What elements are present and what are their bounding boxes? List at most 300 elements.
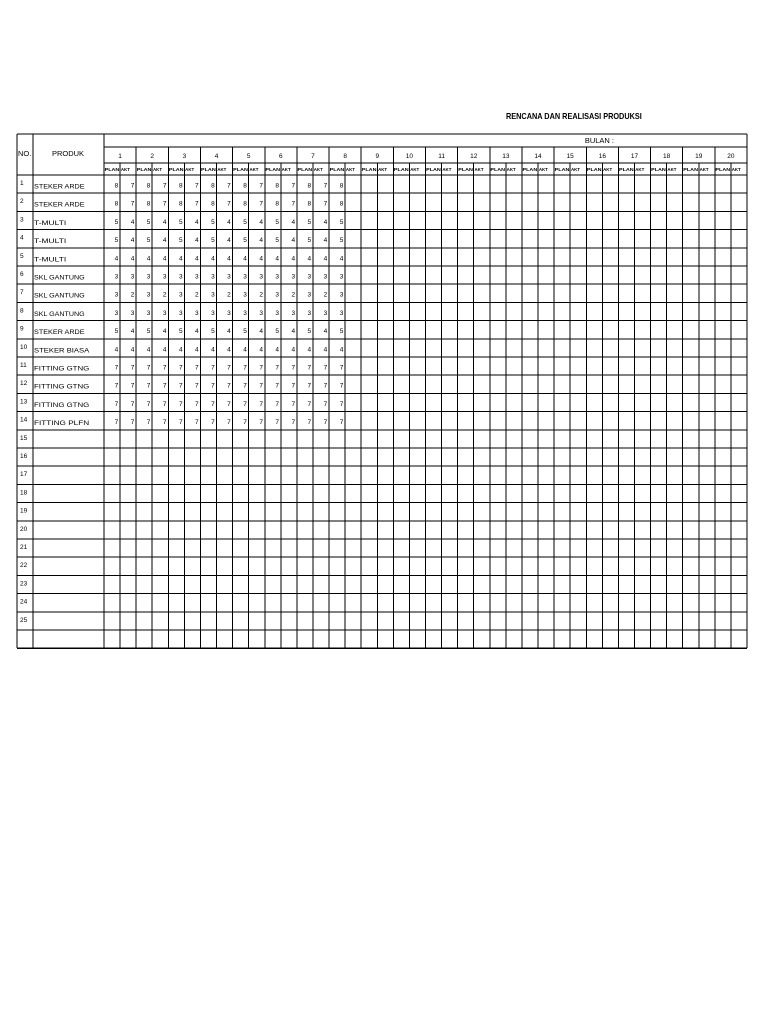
cell-value: 7	[259, 419, 263, 427]
table-row	[20, 471, 28, 478]
cell-value: 4	[211, 255, 215, 263]
akt-label: AKT	[731, 167, 741, 172]
row-number: 7	[20, 289, 24, 297]
cell-value: 5	[307, 237, 312, 245]
day-number: 7	[311, 153, 315, 160]
plan-label: PLAN	[393, 167, 409, 172]
akt-label: AKT	[474, 167, 484, 172]
cell-value: 4	[162, 328, 167, 336]
plan-label: PLAN	[136, 167, 152, 172]
cell-value: 4	[259, 328, 263, 336]
plan-label: PLAN	[361, 167, 377, 172]
cell-value: 7	[291, 200, 296, 208]
cell-value: 4	[130, 218, 135, 226]
cell-value: 7	[130, 182, 135, 190]
cell-value: 4	[259, 218, 263, 226]
bulan-label: BULAN :	[584, 136, 614, 145]
day-number: 5	[246, 153, 251, 160]
cell-value: 4	[130, 237, 135, 245]
cell-value: 5	[114, 237, 119, 245]
cell-value: 3	[291, 309, 296, 317]
row-number: 24	[20, 598, 28, 606]
cell-value: 3	[227, 273, 231, 281]
cell-value: 7	[195, 364, 199, 372]
cell-value: 4	[323, 346, 328, 354]
cell-value: 7	[307, 382, 312, 390]
cell-value: 4	[243, 255, 247, 263]
cell-value: 3	[243, 291, 247, 299]
cell-value: 7	[211, 419, 215, 427]
cell-value: 7	[114, 364, 119, 372]
cell-value: 5	[339, 237, 344, 245]
cell-value: 4	[291, 237, 296, 245]
cell-value: 2	[227, 291, 231, 299]
cell-value: 4	[130, 255, 135, 263]
cell-value: 8	[243, 200, 247, 208]
cell-value: 7	[323, 364, 328, 372]
row-number: 5	[20, 252, 24, 260]
cell-value: 7	[195, 382, 199, 390]
cell-value: 4	[307, 255, 312, 263]
cell-value: 8	[178, 182, 183, 190]
cell-value: 7	[162, 382, 167, 390]
table-row	[20, 344, 344, 355]
cell-value: 2	[195, 291, 199, 299]
table-row	[20, 235, 344, 246]
column-header-produk: PRODUK	[51, 149, 85, 158]
row-number: 13	[20, 398, 28, 406]
row-number: 16	[20, 453, 28, 460]
akt-label: AKT	[506, 167, 516, 172]
table-row	[20, 417, 344, 428]
cell-value: 3	[227, 309, 231, 317]
product-name: FITTING PLFN	[34, 420, 90, 428]
cell-value: 7	[146, 364, 151, 372]
cell-value: 8	[211, 200, 215, 208]
cell-value: 8	[275, 182, 280, 190]
cell-value: 3	[211, 291, 215, 299]
cell-value: 4	[323, 328, 328, 336]
row-number: 25	[20, 616, 28, 624]
row-number: 11	[20, 362, 27, 369]
row-number: 8	[20, 307, 24, 315]
cell-value: 5	[243, 237, 247, 245]
plan-label: PLAN	[715, 167, 731, 172]
plan-akt-headers	[105, 167, 741, 172]
cell-value: 4	[178, 255, 183, 263]
cell-value: 7	[130, 419, 135, 427]
cell-value: 4	[227, 346, 231, 354]
cell-value: 7	[211, 382, 215, 390]
cell-value: 3	[178, 273, 183, 281]
cell-value: 7	[307, 400, 312, 408]
cell-value: 7	[114, 382, 119, 390]
cell-value: 7	[146, 419, 151, 427]
product-name: SKL GANTUNG	[34, 310, 85, 318]
cell-value: 7	[227, 182, 231, 190]
akt-label: AKT	[570, 167, 581, 172]
cell-value: 7	[243, 400, 247, 408]
cell-value: 7	[259, 382, 263, 390]
cell-value: 2	[291, 291, 296, 299]
cell-value: 4	[146, 346, 151, 354]
row-number: 18	[20, 489, 28, 497]
cell-value: 5	[146, 328, 151, 336]
cell-value: 7	[114, 400, 119, 408]
row-number: 20	[20, 525, 28, 533]
cell-value: 7	[307, 364, 312, 372]
cell-value: 8	[114, 200, 119, 208]
plan-label: PLAN	[233, 167, 248, 172]
table-row	[20, 253, 344, 264]
plan-label: PLAN	[586, 167, 602, 172]
cell-value: 7	[227, 419, 231, 427]
cell-value: 8	[146, 182, 151, 190]
akt-label: AKT	[120, 167, 130, 172]
cell-value: 4	[259, 255, 263, 263]
cell-value: 7	[259, 400, 263, 408]
cell-value: 7	[162, 364, 167, 372]
cell-value: 4	[323, 218, 328, 226]
cell-value: 7	[339, 382, 344, 390]
cell-value: 5	[211, 328, 215, 336]
akt-label: AKT	[699, 167, 709, 172]
day-number: 9	[375, 153, 380, 160]
plan-label: PLAN	[683, 167, 698, 172]
cell-value: 7	[211, 400, 215, 408]
table-row	[20, 289, 344, 300]
cell-value: 7	[307, 419, 312, 427]
cell-value: 5	[275, 237, 280, 245]
cell-value: 3	[178, 309, 183, 317]
cell-value: 3	[211, 273, 215, 281]
table-row	[20, 489, 28, 496]
cell-value: 7	[291, 382, 296, 390]
cell-value: 5	[178, 218, 183, 226]
product-name: T-MULTI	[34, 219, 67, 227]
day-number: 10	[405, 153, 414, 160]
cell-value: 4	[195, 328, 199, 336]
product-name: SKL GANTUNG	[34, 292, 85, 300]
cell-value: 7	[227, 200, 231, 208]
cell-value: 8	[307, 182, 312, 190]
day-number: 17	[630, 153, 639, 160]
akt-label: AKT	[313, 167, 323, 172]
cell-value: 7	[195, 419, 199, 427]
akt-label: AKT	[410, 167, 420, 172]
cell-value: 5	[178, 328, 183, 336]
plan-label: PLAN	[651, 167, 666, 172]
product-name: STEKER BIASA	[34, 347, 90, 355]
cell-value: 3	[146, 291, 151, 299]
cell-value: 4	[243, 346, 247, 354]
plan-label: PLAN	[554, 167, 570, 172]
product-name: SKL GANTUNG	[34, 274, 85, 282]
cell-value: 7	[146, 382, 151, 390]
cell-value: 3	[130, 273, 135, 281]
cell-value: 3	[307, 291, 312, 299]
plan-label: PLAN	[490, 167, 506, 172]
cell-value: 7	[323, 419, 328, 427]
cell-value: 3	[195, 273, 199, 281]
table-row	[20, 544, 28, 551]
cell-value: 4	[178, 346, 183, 354]
cell-value: 5	[211, 237, 215, 245]
table-row	[20, 180, 344, 191]
table-row	[20, 580, 28, 587]
cell-value: 8	[146, 200, 151, 208]
cell-value: 2	[162, 291, 167, 299]
akt-label: AKT	[378, 167, 388, 172]
cell-value: 7	[227, 364, 231, 372]
cell-value: 4	[195, 237, 199, 245]
product-name: T-MULTI	[34, 238, 67, 246]
cell-value: 3	[323, 273, 328, 281]
cell-value: 7	[114, 419, 119, 427]
cell-value: 7	[291, 400, 296, 408]
cell-value: 4	[114, 255, 119, 263]
cell-value: 4	[114, 346, 119, 354]
document-title: RENCANA DAN REALISASI PRODUKSI	[506, 111, 642, 121]
cell-value: 3	[114, 309, 119, 317]
cell-value: 8	[275, 200, 280, 208]
plan-label: PLAN	[265, 167, 281, 172]
cell-value: 3	[114, 273, 119, 281]
akt-label: AKT	[635, 167, 645, 172]
day-number: 12	[470, 153, 478, 160]
product-name: FITTING GTNG	[34, 401, 90, 409]
row-number: 2	[20, 198, 24, 206]
cell-value: 7	[130, 400, 135, 408]
table-row	[20, 562, 28, 569]
table-row	[20, 398, 344, 409]
cell-value: 3	[307, 309, 312, 317]
cell-value: 4	[162, 218, 167, 226]
cell-value: 3	[275, 309, 280, 317]
cell-value: 7	[195, 200, 199, 208]
row-number: 15	[20, 434, 28, 442]
cell-value: 7	[243, 364, 247, 372]
cell-value: 3	[307, 273, 312, 281]
cell-value: 5	[146, 218, 151, 226]
day-number: 6	[279, 153, 283, 160]
akt-label: AKT	[442, 167, 452, 172]
cell-value: 7	[259, 364, 263, 372]
cell-value: 7	[178, 400, 183, 408]
cell-value: 7	[227, 382, 231, 390]
cell-value: 5	[243, 218, 247, 226]
cell-value: 4	[130, 328, 135, 336]
row-number: 19	[20, 507, 28, 515]
table-row	[20, 326, 344, 337]
cell-value: 4	[162, 255, 167, 263]
cell-value: 8	[339, 182, 344, 190]
row-number: 9	[20, 325, 24, 333]
cell-value: 7	[227, 400, 231, 408]
table-row	[20, 508, 28, 515]
cell-value: 3	[146, 273, 151, 281]
cell-value: 4	[259, 237, 263, 245]
cell-value: 4	[291, 346, 296, 354]
cell-value: 7	[323, 382, 328, 390]
cell-value: 7	[178, 419, 183, 427]
day-number: 14	[534, 153, 542, 160]
cell-value: 5	[307, 328, 312, 336]
cell-value: 7	[178, 364, 183, 372]
cell-value: 7	[130, 382, 135, 390]
cell-value: 7	[323, 182, 328, 190]
cell-value: 5	[243, 328, 247, 336]
akt-label: AKT	[153, 167, 163, 172]
cell-value: 3	[146, 309, 151, 317]
akt-label: AKT	[249, 167, 259, 172]
cell-value: 4	[323, 255, 328, 263]
cell-value: 3	[130, 309, 135, 317]
cell-value: 3	[275, 291, 280, 299]
plan-label: PLAN	[329, 167, 345, 172]
cell-value: 4	[291, 255, 296, 263]
cell-value: 3	[178, 291, 183, 299]
table-row	[20, 198, 344, 209]
row-number: 14	[20, 416, 28, 424]
cell-value: 7	[339, 364, 344, 372]
cell-value: 5	[275, 218, 280, 226]
cell-value: 7	[178, 382, 183, 390]
cell-value: 7	[323, 400, 328, 408]
cell-value: 4	[227, 218, 231, 226]
cell-value: 4	[227, 237, 231, 245]
product-name: FITTING GTNG	[34, 365, 90, 373]
table-row	[20, 526, 28, 533]
cell-value: 7	[275, 419, 280, 427]
cell-value: 7	[162, 200, 167, 208]
cell-value: 7	[195, 400, 199, 408]
cell-value: 7	[130, 364, 135, 372]
product-name: STEKER ARDE	[34, 201, 86, 209]
cell-value: 7	[323, 200, 328, 208]
cell-value: 4	[195, 255, 199, 263]
cell-value: 3	[243, 309, 247, 317]
day-number: 13	[502, 153, 510, 160]
day-number: 2	[150, 153, 155, 160]
cell-value: 3	[162, 309, 167, 317]
cell-value: 7	[162, 400, 167, 408]
plan-label: PLAN	[458, 167, 473, 172]
cell-value: 7	[162, 419, 167, 427]
cell-value: 4	[291, 218, 296, 226]
cell-value: 3	[339, 309, 344, 317]
akt-label: AKT	[603, 167, 613, 172]
table-row	[20, 271, 344, 282]
cell-value: 7	[243, 419, 247, 427]
cell-value: 4	[162, 237, 167, 245]
cell-value: 3	[323, 309, 328, 317]
table-row	[20, 599, 28, 606]
cell-value: 3	[339, 291, 344, 299]
akt-label: AKT	[217, 167, 227, 172]
row-number: 4	[20, 234, 24, 242]
table-row	[20, 307, 344, 318]
row-number: 3	[20, 216, 24, 224]
cell-value: 4	[275, 255, 280, 263]
product-name: STEKER ARDE	[34, 329, 86, 337]
cell-value: 3	[275, 273, 280, 281]
cell-value: 7	[275, 364, 280, 372]
akt-label: AKT	[281, 167, 291, 172]
day-number: 15	[566, 153, 574, 160]
cell-value: 8	[178, 200, 183, 208]
row-number: 17	[20, 471, 28, 479]
cell-value: 7	[211, 364, 215, 372]
cell-value: 4	[227, 255, 231, 263]
row-number: 12	[20, 380, 28, 388]
cell-value: 4	[227, 328, 231, 336]
cell-value: 7	[339, 419, 344, 427]
cell-value: 3	[339, 273, 344, 281]
cell-value: 7	[291, 419, 296, 427]
day-number: 11	[438, 153, 445, 160]
table-row	[20, 380, 344, 391]
cell-value: 8	[307, 200, 312, 208]
row-number: 10	[20, 343, 28, 351]
cell-value: 7	[130, 200, 135, 208]
cell-value: 7	[259, 200, 263, 208]
plan-label: PLAN	[104, 167, 120, 172]
cell-value: 5	[146, 237, 151, 245]
day-number: 20	[727, 153, 735, 160]
cell-value: 8	[339, 200, 344, 208]
cell-value: 4	[291, 328, 296, 336]
table-row	[20, 362, 344, 373]
day-number: 1	[118, 153, 122, 160]
cell-value: 4	[323, 237, 328, 245]
plan-label: PLAN	[522, 167, 538, 172]
plan-label: PLAN	[426, 167, 441, 172]
cell-value: 8	[243, 182, 247, 190]
cell-value: 3	[259, 273, 263, 281]
cell-value: 4	[146, 255, 151, 263]
day-number: 8	[343, 153, 347, 160]
cell-value: 2	[323, 291, 328, 299]
cell-value: 5	[307, 218, 312, 226]
plan-label: PLAN	[168, 167, 184, 172]
cell-value: 7	[291, 364, 296, 372]
cell-value: 3	[211, 309, 215, 317]
cell-value: 5	[114, 218, 119, 226]
cell-value: 3	[114, 291, 119, 299]
akt-label: AKT	[345, 167, 355, 172]
cell-value: 4	[162, 346, 167, 354]
akt-label: AKT	[538, 167, 548, 172]
cell-value: 3	[243, 273, 247, 281]
cell-value: 7	[195, 182, 199, 190]
cell-value: 8	[114, 182, 119, 190]
cell-value: 3	[195, 309, 199, 317]
cell-value: 5	[339, 218, 344, 226]
cell-value: 5	[275, 328, 280, 336]
cell-value: 4	[339, 255, 344, 263]
column-header-no: NO.	[18, 149, 32, 158]
row-number: 22	[20, 562, 28, 570]
akt-label: AKT	[185, 167, 195, 172]
plan-label: PLAN	[201, 167, 216, 172]
row-number: 21	[20, 544, 28, 551]
day-number: 19	[695, 153, 703, 160]
cell-value: 7	[243, 382, 247, 390]
cell-value: 3	[291, 273, 296, 281]
cell-value: 5	[114, 328, 119, 336]
plan-label: PLAN	[619, 167, 634, 172]
